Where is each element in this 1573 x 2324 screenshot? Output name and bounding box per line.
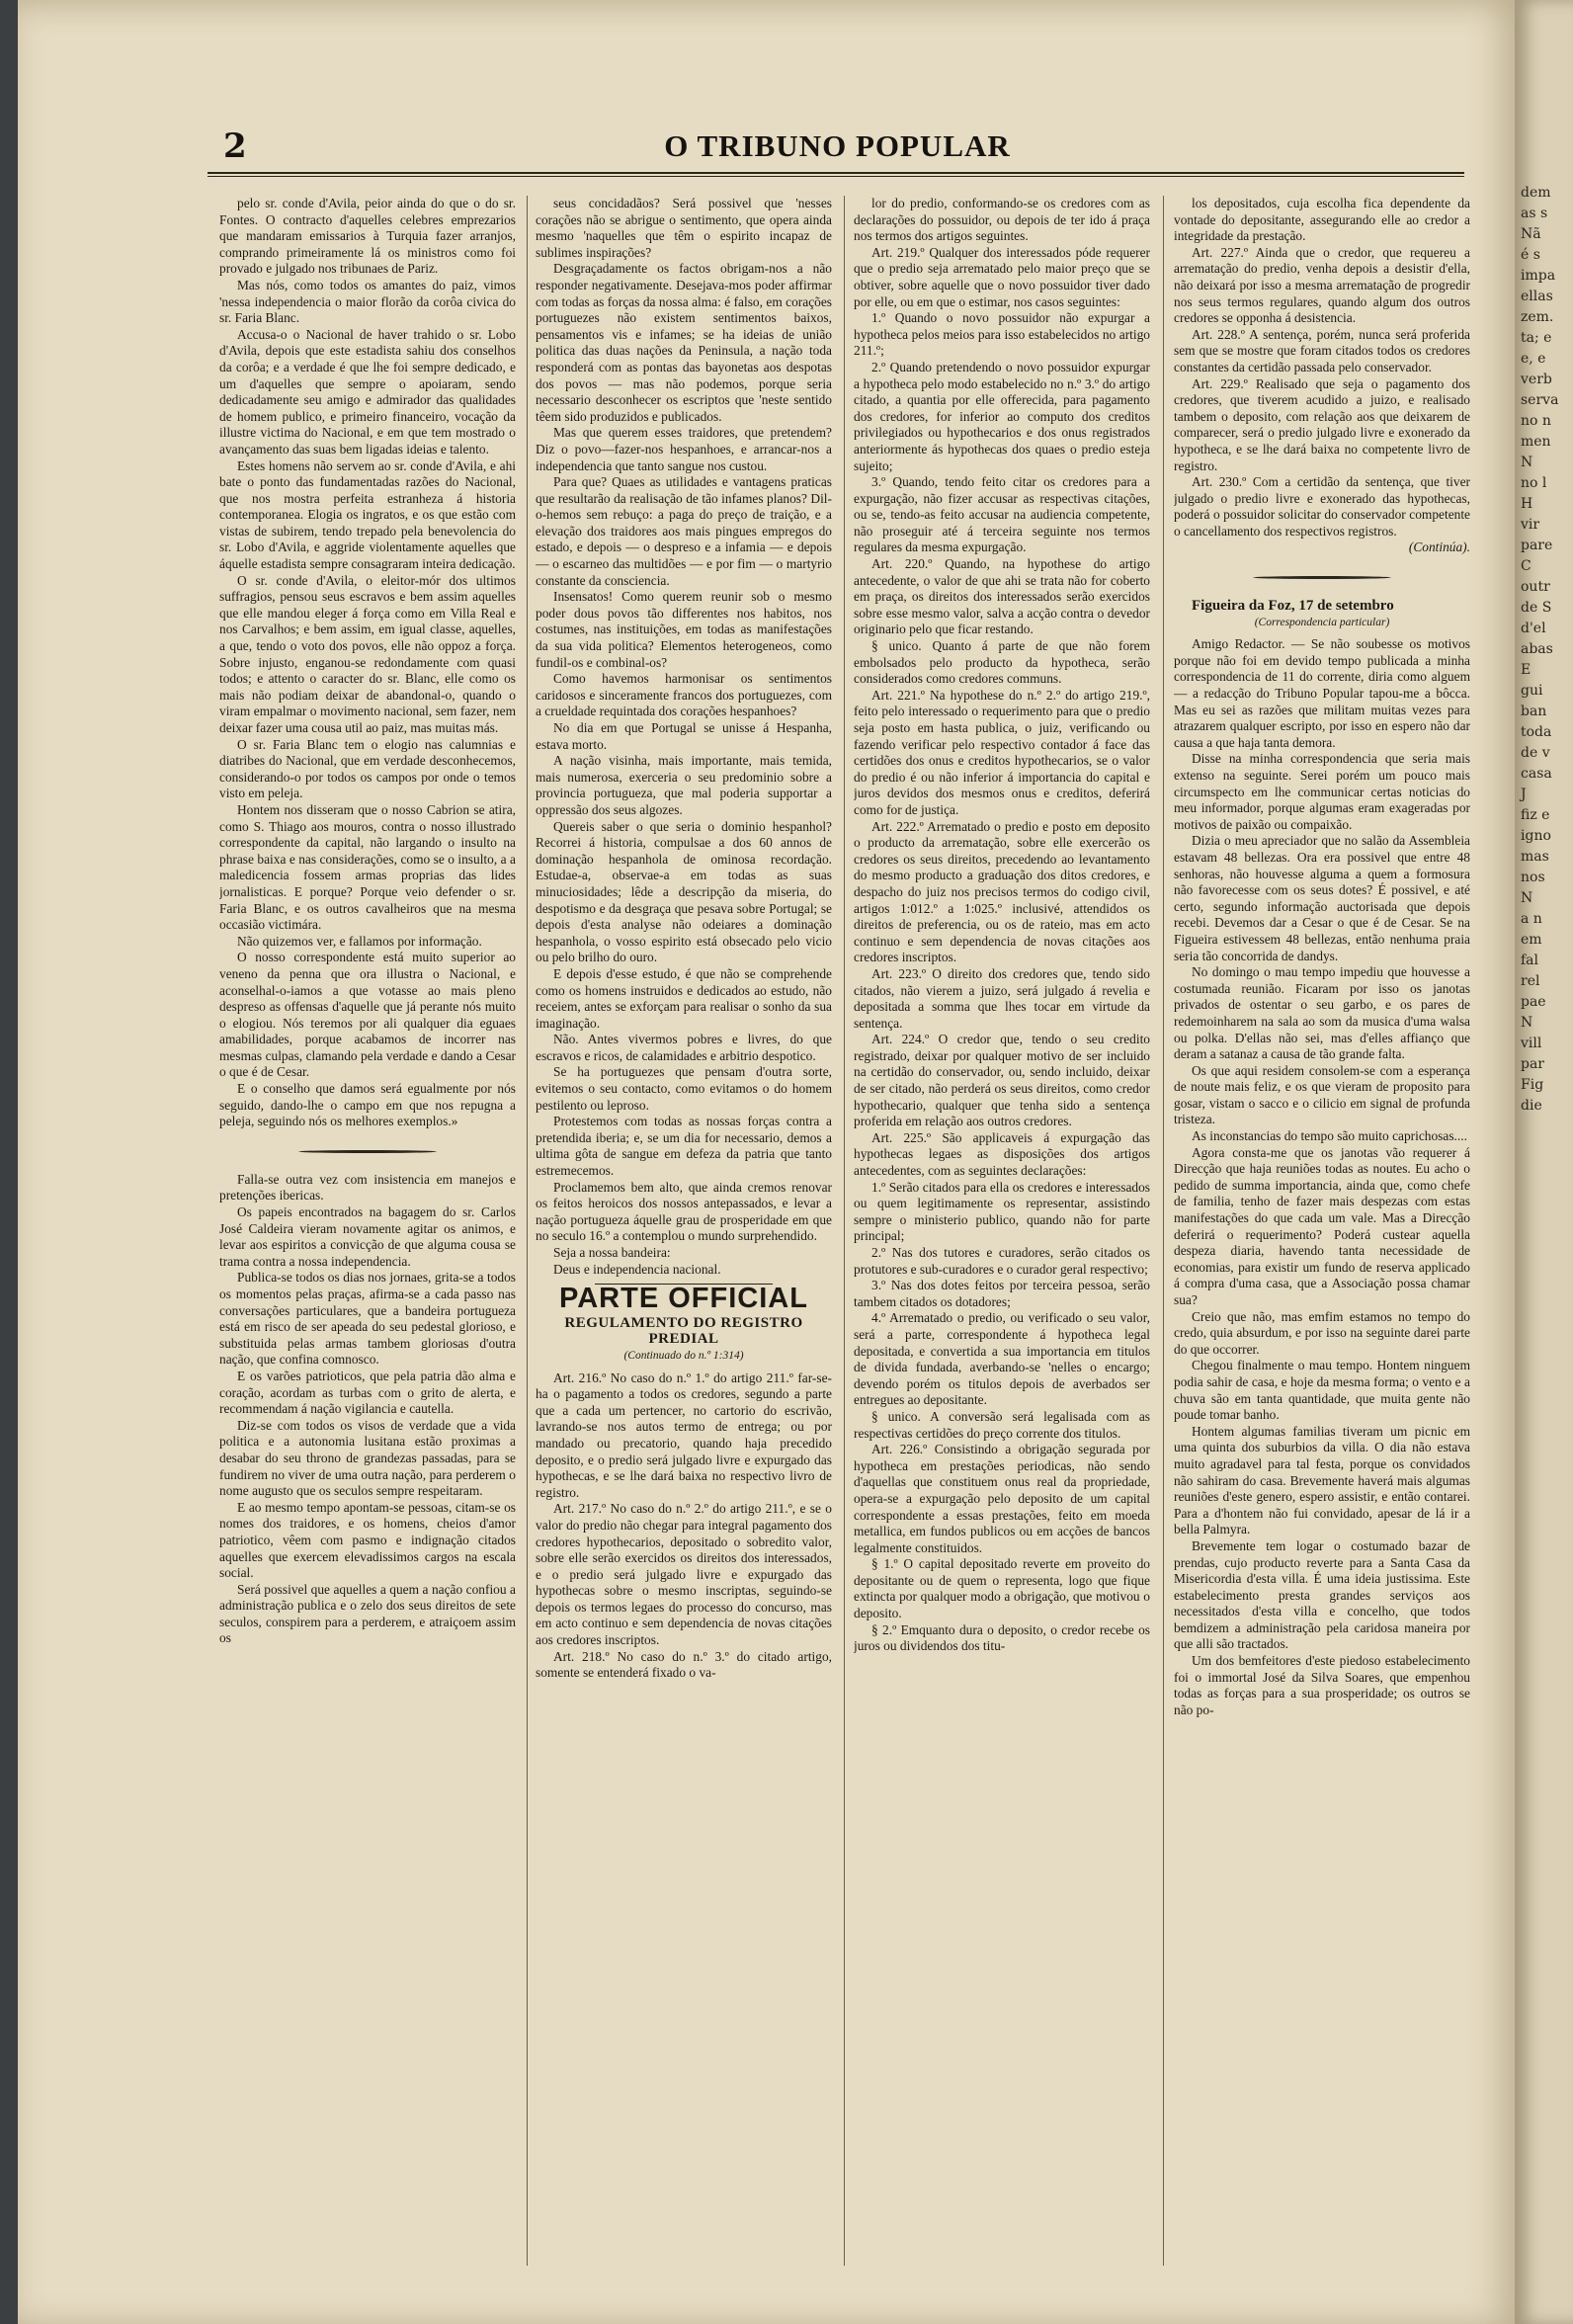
newspaper-title: O TRIBUNO POPULAR [664,128,1011,163]
paragraph: Creio que não, mas emfim estamos no tempo do credo, quia absurdum, e por isso na seguinte darei parte do que occorrer. [1174,1308,1470,1357]
column-divider [844,196,845,2266]
paragraph: Accusa-o o Nacional de haver trahido o sr. Lobo d'Avila, depois que este estadista sahiu dos conselhos da corôa; e a verdade é que lhe foi sempre dedicado, e um d'aquelles que sempre o apoiaram, sendo dedicadamente seu amigo e admirador das qualidades de homem publico, e primeiro financeiro, vocação da illustre victima do Nacional, e em que tem mostrado o avançamento das suas bem ligadas ideias e talento. [219,326,516,456]
dateline: Figueira da Foz, 17 de setembro [1192,598,1394,615]
paragraph: § 1.º O capital depositado reverte em proveito do depositante ou de quem o representa, logo que fique extincta por qualquer modo a obrigação, que motivou o deposito. [854,1556,1150,1621]
paragraph: 3.º Quando, tendo feito citar os credores para a expurgação, não fizer accusar as respectivas citações, ou se, tendo-as feito accusar na audiencia competente, não proseguir até á terceira seguinte nos termos regulares da mesma expurgação. [854,474,1150,555]
paragraph: E o conselho que damos será egualmente por nós seguido, dando-lhe o campo em que nos repugna a peleja, seguindo nós os melhores exemplos.» [219,1081,516,1129]
paragraph: No dia em que Portugal se unisse á Hespanha, estava morto. [536,720,832,752]
paragraph: Quereis saber o que seria o dominio hespanhol? Recorrei á historia, compulsae a dos 60 annos de dominação hespanhola de ominosa recordação. Estudae-a, observae-a em todas as suas minuciosidades; lêde a descripção da miseria, do despotismo e da desgraça que pesava sobre Portugal; se depois d'esta analyse não odeiares a dominação hespanhola, o vosso espirito está obsecado pelo vicio ou pelo brilho do ouro. [536,818,832,965]
paragraph: Um dos bemfeitores d'este piedoso estabelecimento foi o immortal José da Silva Soares, que empenhou todas as forças para a sua prosperidade; os outros se não po- [1174,1653,1470,1717]
paragraph: Art. 228.º A sentença, porém, nunca será proferida sem que se mostre que foram citados todos os credores constantes da certidão passada pelo conservador. [1174,326,1470,374]
paragraph: Hontem nos disseram que o nosso Cabrion se atira, como S. Thiago aos mouros, contra o nosso illustrado correspondente da capital, não largando o insulto na phrase baixa e nas considerações, como se o insulto, a a maledicencia fossem armas proprias das lides jornalisticas. E porque? Porque veio defender o sr. Faria Blanc, e os outros cavalheiros que na mesma occasião victimára. [219,801,516,933]
correspondence-note: (Correspondencia particular) [1254,616,1390,628]
paragraph: O sr. conde d'Avila, o eleitor-mór dos ultimos suffragios, pensou seus escravos e bem assim aquelles que elle mandou eleger á força como em Villa Real e nos Carvalhos; e bem assim, em igual classe, aquelles, a que, tendo o voto dos povos, elle não oppoz a força. Sobre injusto, enganou-se redondamente com quasi todos; e attento o caracter do sr. Blanc, elle como os mais não podiam deixar de abandonal-o, quando o viram empalmar o movimento nacional, sem fazer, nem deixar fazer uma cousa util ao paiz, mas muitas más. [219,572,516,735]
paragraph: Os papeis encontrados na bagagem do sr. Carlos José Caldeira vieram novamente agitar os animos, e levar aos espiritos a convicção de que alguma cousa se trama contra a nossa independencia. [219,1204,516,1269]
column-3 [854,196,1150,2266]
adjacent-page-text: dem as s Nã é s impa ellas zem. ta; e e, e verb serva no n men N no l H vir pare C outr de S d'el abas E gui ban toda de v casa J fiz e igno mas nos N a n em fal rel pae N vill par Fig die [1521,185,1559,1114]
paragraph: Estes homens não servem ao sr. conde d'Avila, e ahi bate o ponto das fundamentadas razões do Nacional, que nos mostra perfeita estranheza á historia contemporanea. Elogia os ingratos, e os que estão com vistas de subirem, tendo trepado pela benevolencia do sr. Lobo d'Avila, e aggride violentamente aquelles que áquelle estadista sempre consagraram inteira dedicação. [219,457,516,572]
section-ornament [219,1140,516,1162]
paragraph: § unico. Quanto á parte de que não forem embolsados pelo producto da hypotheca, serão considerados como credores communs. [854,638,1150,687]
paragraph: Art. 225.º São applicaveis á expurgação das hypothecas legaes as disposições dos artigos antecedentes, com as seguintes declarações: [854,1129,1150,1179]
paragraph: Art. 222.º Arrematado o predio e posto em deposito o producto da arrematação, sobre elle exercerão os credores os seus direitos, precedendo ao levantamento do mesmo producto a graduação dos ditos credores, e despacho do juiz nos precisos termos do codigo civil, artigos 1:012.º a 1:025.º inclusivé, attendidos os direitos de preferencia, ou os de rateio, mas em acto continuo e sem dependencia de novas citações aos credores inscriptos. [854,818,1150,965]
continued-marker: (Continúa). [1408,540,1470,555]
masthead-rule-thin [207,176,1464,177]
paragraph: Seja a nossa bandeira: [553,1245,671,1260]
paragraph: Art. 224.º O credor que, tendo o seu credito registrado, deixar por qualquer motivo de ser incluido na certidão do conservador, ou, sendo incluido, deixar de ser citado, não perderá os seus direitos, como credor hypothecario, qualquer que tenha sido a sentença proferida em relação aos outros credores. [854,1032,1150,1129]
paragraph: Art. 229.º Realisado que seja o pagamento dos credores, que tiverem acudido a juizo, e realisado tambem o deposito, com relação aos que deixarem de comparecer, será o predio julgado livre e exonerado da hypotheca, e se lhe dará baixa no competente livro de registro. [1174,375,1470,473]
column-4 [1174,196,1470,2266]
column-divider [527,196,528,2266]
column-2 [536,196,832,2266]
paragraph: 2.º Quando pretendendo o novo possuidor expurgar a hypotheca pelo modo estabelecido no n.º 3.º do artigo citado, a quantia por elle offerecida, para pagamento dos credores, for inferior ao computo dos creditos privilegiados ou hypothecarios e dos onus registrados anteriormente ás hypothecas dos quaes o predio esteja sujeito; [854,359,1150,473]
paragraph: Art. 227.º Ainda que o credor, que requereu a arrematação do predio, venha depois a desistir d'ella, não deixará por isso a mesma arrematação de progredir nos seus termos regulares, quando algum dos outros credores se opponha á desistencia. [1174,244,1470,326]
paragraph: Como havemos harmonisar os sentimentos caridosos e sinceramente francos dos portuguezes, com a crueldade requintada dos corações hespanhoes? [536,671,832,719]
adjacent-page-edge [1515,0,1573,2324]
paragraph: Mas nós, como todos os amantes do paiz, vimos 'nessa independencia o maior florão da corôa civica do sr. Faria Blanc. [219,277,516,326]
section-heading: PARTE OFFICIAL [559,1283,808,1315]
paragraph: O nosso correspondente está muito superior ao veneno da penna que ora illustra o Nacional, e aconselhal-o-iamos a que votasse ao mais pleno despreso as offensas d'aquelle que já perante nós muito o elogiou. Nós teremos por ali qualquer dia eguaes amabilidades, porque acabamos de incorrer nas mesmas culpas, clamando pela verdade e dando a Cesar o que é de Cesar. [219,950,516,1080]
paragraph: Deus e independencia nacional. [553,1261,721,1277]
paragraph: Hontem algumas familias tiveram um picnic em uma quinta dos suburbios da villa. O dia não estava muito agradavel para tal festa, porque os convidados não sahiram do casa. Brevemente haverá mais algumas reuniões d'este genero, espero assistir, e então contarei. Para a d'hontem não fui convidado, apesar de lá ir a bella Palmyra. [1174,1423,1470,1537]
paragraph: 4.º Arrematado o predio, ou verificado o seu valor, será a parte, correspondente á hypotheca legal depositada, e convertida a sua importancia em titulos de divida fundada, averbando-se 'nelles o encargo; devendo porém os titulos depois de averbados ser entregues ao depositante. [854,1310,1150,1408]
paragraph: Art. 230.º Com a certidão da sentença, que tiver julgado o predio livre e exonerado das hypothecas, poderá o possuidor solicitar do conservador competente o cancellamento dos respectivos registros. [1174,474,1470,539]
paragraph: 3.º Nas dos dotes feitos por terceira pessoa, serão tambem citados os dotadores; [854,1278,1150,1309]
paragraph: Brevemente tem logar o costumado bazar de prendas, cujo producto reverte para a Santa Casa da Misericordia d'esta villa. É uma ideia justissima. Este estabelecimento presta grandes serviços aos necessitados d'esta villa e concelho, que todos bemdizem a administração pela caridosa maneira por que alli são tractados. [1174,1537,1470,1652]
paragraph: seus concidadãos? Será possivel que 'nesses corações não se abrigue o sentimento, que opera ainda mesmo 'naquelles que têm o espirito incapaz de sublimes inspirações? [536,196,832,260]
paragraph: Art. 220.º Quando, na hypothese do artigo antecedente, o valor de que ahi se trata não for coberto em praça, os direitos dos interessados serão exercidos sobre esse mesmo valor, salva a acção contra o devedor originario pelo que ficar restando. [854,556,1150,637]
paragraph: Protestemos com todas as nossas forças contra a pretendida iberia; e, se um dia for necessario, demos a ultima gôta de sangue em defeza da patria que tanto estremecemos. [536,1114,832,1179]
column-1 [219,196,516,2266]
section-subheading: REGULAMENTO DO REGISTRO PREDIAL [564,1314,803,1348]
correspondence-header [1174,598,1470,630]
paragraph: Não quizemos ver, e fallamos por informação. [237,933,482,949]
paragraph: A nação visinha, mais importante, mais temida, mais numerosa, exerceria o seu predominio sobre a provincia portugueza, que mal poderia supportar a oppressão dos seus algozes. [536,753,832,817]
paragraph: Será possivel que aquelles a quem a nação confiou a administração publica e o zelo dos seus direitos de sete seculos, conspirem para a perderem, e atraiçoem assim os [219,1581,516,1646]
paragraph: Art. 219.º Qualquer dos interessados póde requerer que o predio seja arrematado pelo maior preço que se obtiver, sobre aquelle que o novo possuidor tiver dado por elle, ou em que o estimar, nos casos seguintes: [854,244,1150,309]
page-number: 2 [223,126,247,166]
paragraph: Para que? Quaes as utilidades e vantagens praticas que resultarão da realisação de tão infames planos? Dil-o-hemos sem rebuço: a paga do preço de traição, e a elevação dos traidores aos mais pingues empregos do estado, e depois — o despreso e a infamia — e depois — o escarneo das multidões — e por fim — o martyrio constante da consciencia. [536,474,832,588]
paragraph: Art. 226.º Consistindo a obrigação segurada por hypotheca em prestações periodicas, não sendo d'aquellas que constituem onus real da propriedade, opera-se a expurgação pelo deposito de um capital correspondente a essas prestações, feito em moeda metallica, em fundos publicos ou em acções de bancos legalmente constituidos. [854,1442,1150,1555]
paragraph: Publica-se todos os dias nos jornaes, grita-se a todos os momentos pelas praças, afirma-se a cada passo nas conversações particulares, que a bandeira portugueza está em risco de ser apeada do seu pedestal glorioso, e substituida pelas armas tambem gloriosas d'outra nação, que confina comnosco. [219,1270,516,1368]
paragraph: E depois d'esse estudo, é que não se comprehende como os homens instruidos e dedicados ao estudo, não receiem, antes se exforçam para realisar o sonho da sua imaginação. [536,965,832,1031]
paragraph: Diz-se com todos os visos de verdade que a vida politica e a autonomia lusitana estão proximas a desabar do seu throno de grandezas passadas, para se fundirem no viver de uma outra nação, para perderem o nome augusto que os seculos sempre respeitaram. [219,1417,516,1499]
paragraph: Art. 223.º O direito dos credores que, tendo sido citados, não vierem a juizo, será julgado á revelia e depositada a somma que lhes tocar em virtude da sentença. [854,965,1150,1031]
paragraph: Falla-se outra vez com insistencia em manejos e pretenções ibericas. [219,1171,516,1204]
paragraph: Art. 218.º No caso do n.º 3.º do citado artigo, somente se entenderá fixado o va- [536,1648,832,1681]
paragraph: Art. 221.º Na hypothese do n.º 2.º do artigo 219.º, feito pelo interessado o requerimento para que o predio seja posto em hasta publica, o juiz, verificando ou fazendo verificar pelo respectivo contador á face das certidões dos onus e creditos hypothecarios, se o valor do predio é ou não inferior á importancia do capital e juros devidos dos mesmos onus e creditos, deferirá como for de justiça. [854,687,1150,817]
continuation-note: (Continuado do n.º 1:314) [623,1349,744,1362]
masthead [207,126,1467,176]
section-ornament [1174,566,1470,588]
paragraph: Insensatos! Como querem reunir sob o mesmo poder dous povos tão differentes nos habitos, nos costumes, nas instituições, em todas as manifestações da sua vida politica? Elementos heterogeneos, como fundil-os e combinal-os? [536,589,832,670]
paragraph: Disse na minha correspondencia que seria mais extenso na seguinte. Serei porém um pouco mais circumspecto em lhe communicar certas noticias do meu informador, porque algumas eram exageradas por motivos de paixão ou compaixão. [1174,751,1470,832]
paragraph: As inconstancias do tempo são muito caprichosas.... [1192,1128,1467,1144]
paragraph: Proclamemos bem alto, que ainda cremos renovar os feitos heroicos dos nossos antepassados, e levar a nação portugueza áquelle grau de prosperidade em que no seculo 16.º a contemplou o mundo surprehendido. [536,1179,832,1244]
paragraph: Chegou finalmente o mau tempo. Hontem ninguem podia sahir de casa, e hoje da mesma forma; o vento e a chuva são em tanta quantidade, que muita gente não poude tomar banho. [1174,1358,1470,1423]
paragraph: § 2.º Emquanto dura o deposito, o credor recebe os juros ou dividendos dos titu- [854,1621,1150,1654]
columns-area [219,196,1474,2266]
paragraph: Art. 216.º No caso do n.º 1.º do artigo 211.º far-se-ha o pagamento a todos os credores, segundo a parte que a cada um pertencer, no cartorio do escrivão, lavrando-se nos autos termo de entrega; ou por mandado ou precatorio, quando haja precedido deposito, e o predio será julgado livre e expurgado das hypothecas, e se lhe dará baixa no respectivo livro de registro. [536,1370,832,1500]
paragraph: O sr. Faria Blanc tem o elogio nas calumnias e diatribes do Nacional, que em verdade desconhecemos, considerando-o por todos os campos por onde o temos visto em peleja. [219,736,516,801]
paragraph: Se ha portuguezes que pensam d'outra sorte, evitemos o seu contacto, como evitamos o do homem pestilento ou leproso. [536,1064,832,1113]
paragraph: Os que aqui residem consolem-se com a esperança de noute mais feliz, e os que vieram de proposito para gosar, vistam o sacco e o cilicio em signal de profunda tristeza. [1174,1062,1470,1127]
paragraph: 1.º Serão citados para ella os credores e interessados ou quem legitimamente os representar, assistindo sempre o ministerio publico, quando não for parte principal; [854,1179,1150,1244]
masthead-rule [207,172,1464,174]
paragraph: Mas que querem esses traidores, que pretendem? Diz o povo—fazer-nos hespanhoes, e arrancar-nos a independencia que tanto sangue nos custou. [536,425,832,473]
paragraph: Desgraçadamente os factos obrigam-nos a não responder negativamente. Desejava-mos poder affirmar com todas as forças da nossa alma: é falso, em corações portuguezes não existem sentimentos baixos, pensamentos vis e infames; se ha ideias de união politica das duas nações da Peninsula, a nação toda responderá com as pontas das bayonetas aos despotas dos povos — mas não podemos, porque seria necessario desconhecer os escriptos que 'neste sentido têem sido produzidos e publicados. [536,261,832,424]
paragraph: pelo sr. conde d'Avila, peior ainda do que o do sr. Fontes. O contracto d'aquelles celebres emprezarios que mandaram emissarios à Turquia fazer arranjos, comprando primeiramente lá os ministros como foi provado e julgado nos tribunaes de Pariz. [219,196,516,277]
paragraph: 1.º Quando o novo possuidor não expurgar a hypotheca pelos meios para isso estabelecidos no artigo 211.º; [854,310,1150,359]
column-divider [1163,196,1164,2266]
paragraph: Não. Antes vivermos pobres e livres, do que escravos e ricos, de calamidades e arbitrio despotico. [536,1032,832,1063]
paragraph: Agora consta-me que os janotas vão requerer á Direcção que haja reuniões todas as noutes. Eu acho o pedido de summa importancia, ainda que, como chefe de familia, tenho de fazer mais despezas com estas manifestações do que cada um vale. Mas a Direcção deferirá o requerimento? Poderá custear aquella despeza diaria, havendo tanta necessidade de economias, para existir um fundo de reserva applicado á compra d'uma casa, que a Associação possa chamar sua? [1174,1144,1470,1307]
paragraph: 2.º Nas dos tutores e curadores, serão citados os protutores e sub-curadores e o curador geral respectivo; [854,1245,1150,1277]
paragraph: E ao mesmo tempo apontam-se pessoas, citam-se os nomes dos traidores, e os homens, cheios d'amor patriotico, vêem com pasmo e indignação citados aquelles que exercem elevadissimos cargos na escala social. [219,1499,516,1581]
paragraph: § unico. A conversão será legalisada com as respectivas certidões do preço corrente dos titulos. [854,1408,1150,1441]
paragraph: Art. 217.º No caso do n.º 2.º do artigo 211.º, e se o valor do predio não chegar para integral pagamento dos credores hypothecarios, depositado o sobredito valor, sobre elle serão exercidos os direitos dos interessados, e o predio será julgado livre e expurgado das hypothecas sobre o mesmo inscriptas, seguindo-se depois os termos legaes do processo do concurso, mas em acto continuo e sem dependencia de novas citações aos credores inscriptos. [536,1501,832,1648]
paragraph: Amigo Redactor. — Se não soubesse os motivos porque não foi em devido tempo publicada a minha correspondencia de 11 do corrente, diria como alguem — a redacção do Tribuno Popular tapou-me a bôcca. Mas eu sei as razões que militam muitas vezes para atrazarem qualquer escripto, por isso en espero não dar causa a que haja tanta demora. [1174,636,1470,750]
paragraph: lor do predio, conformando-se os credores com as declarações do possuidor, ou depois de ter ido á praça nos termos dos artigos seguintes. [854,196,1150,244]
paragraph: Dizia o meu apreciador que no salão da Assembleia estavam 48 bellezas. Ora era possivel que entre 48 senhoras, não houvesse alguma a quem a formosura não favorecesse com os seus dotes? É possivel, e até certo, segundo informação auctorisada que depois recebi. Devemos dar a Cesar o que é de Cesar. Se na Figueira estivessem 48 bellezas, então nenhuma praia seria tão concorrida de dandys. [1174,833,1470,963]
paragraph: los depositados, cuja escolha fica dependente da vontade do depositante, assegurando elle ao credor a integridade da prestação. [1174,196,1470,244]
paragraph: E os varões patrioticos, que pela patria dão alma e coração, acordam as turbas com o grito de alerta, e recommendam á nação vigilancia e cautella. [219,1368,516,1417]
paragraph: No domingo o mau tempo impediu que houvesse a costumada reunião. Ficaram por isso os janotas privados de ostentar o seu garbo, e os pares de redemoinharem na sala ao som da musica d'uma walsa ou polka. D'ellas não sei, mas d'elles affianço que deram a satanaz a causa de tão grande falta. [1174,964,1470,1062]
